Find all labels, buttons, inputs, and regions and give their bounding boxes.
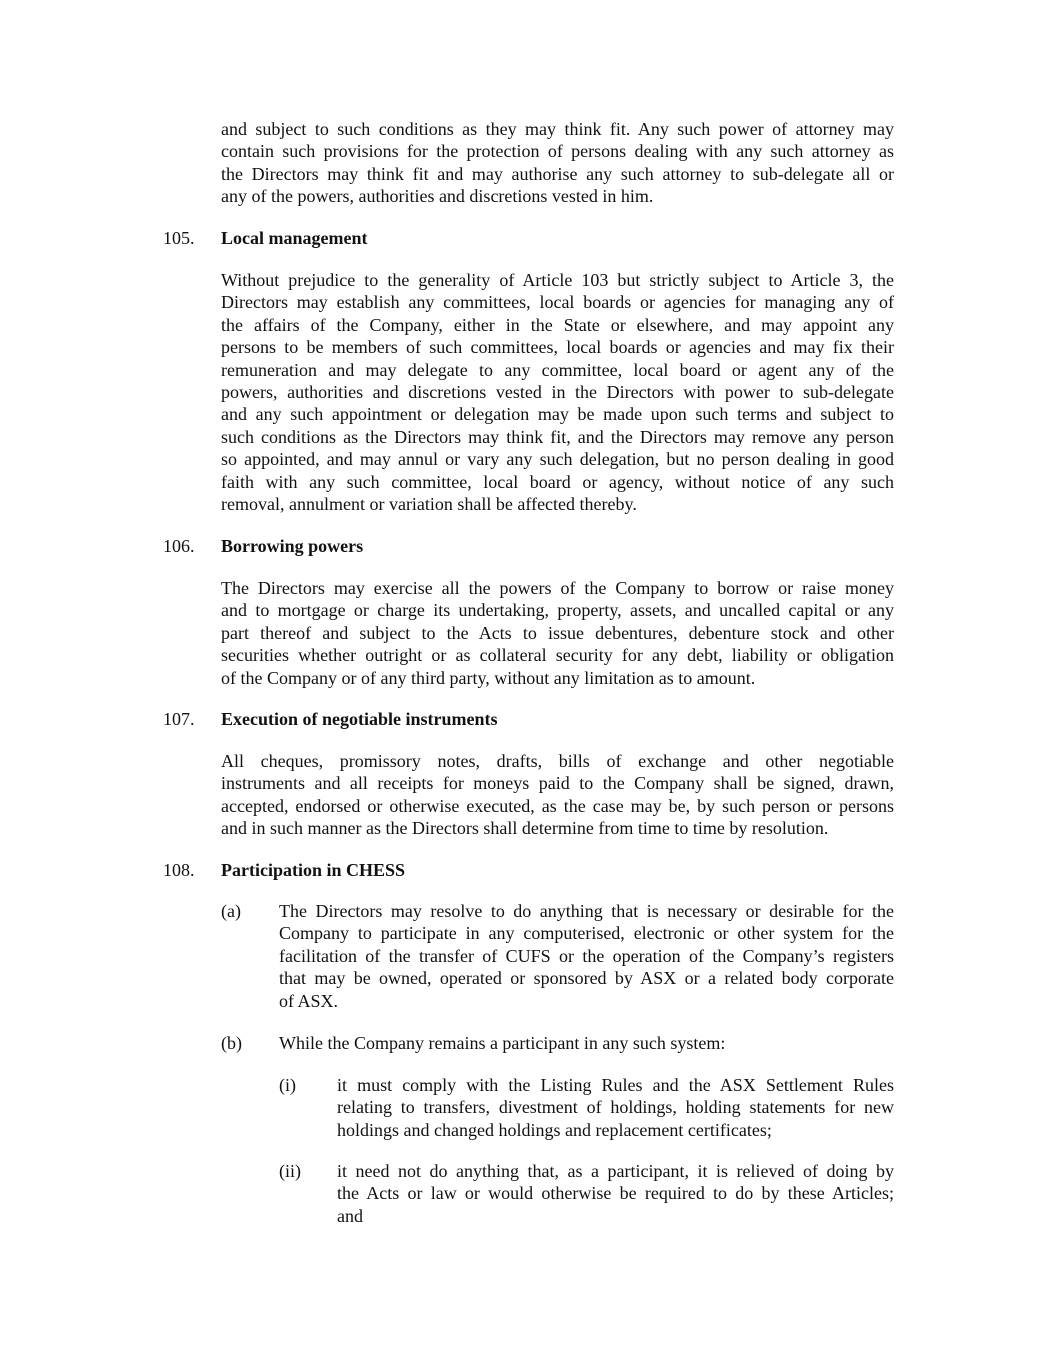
text-line: The Directors may exercise all the powers of the Company to borrow or raise money <box>221 578 894 598</box>
subitem-ii-body <box>337 1160 894 1227</box>
article-number: 105. <box>163 228 195 248</box>
text-line: the Directors may think fit and may authorise any such attorney to sub-delegate all or <box>221 163 894 184</box>
subitem-label: (ii) <box>279 1161 301 1181</box>
article-105-body <box>221 269 894 515</box>
item-a-body <box>279 900 894 1012</box>
article-number: 106. <box>163 536 195 556</box>
item-b-body <box>279 1032 894 1054</box>
article-106-body <box>221 577 894 689</box>
subitem-i-body <box>337 1074 894 1141</box>
text-line: that may be owned, operated or sponsored by ASX or a related body corporate <box>279 968 894 989</box>
text-line: so appointed, and may annul or vary any such delegation, but no person dealing in good <box>221 449 894 470</box>
text-line: and to mortgage or charge its undertaking, property, assets, and uncalled capital or any <box>221 600 894 621</box>
text-line: relating to transfers, divestment of holdings, holding statements for new <box>337 1097 894 1118</box>
text-line: instruments and all receipts for moneys paid to the Company shall be signed, drawn, <box>221 773 894 794</box>
text-line: contain such provisions for the protection of persons dealing with any such attorney as <box>221 141 894 162</box>
text-line: and any such appointment or delegation may be made upon such terms and subject to <box>221 404 894 425</box>
text-line: and <box>337 1205 363 1226</box>
text-line: the Acts or law or would otherwise be required to do by these Articles; <box>337 1183 894 1204</box>
text-line: persons to be members of such committees, local boards or agencies and may fix their <box>221 337 894 358</box>
text-line: it need not do anything that, as a participant, it is relieved of doing by <box>337 1161 894 1181</box>
article-heading: Participation in CHESS <box>221 860 406 880</box>
article-number: 108. <box>163 860 195 880</box>
text-line: The Directors may resolve to do anything that is necessary or desirable for the <box>279 901 894 921</box>
text-line: All cheques, promissory notes, drafts, bills of exchange and other negotiable <box>221 751 894 771</box>
text-line: such conditions as the Directors may think fit, and the Directors may remove any person <box>221 426 894 447</box>
continuation-paragraph <box>221 118 894 208</box>
text-line: any of the powers, authorities and discretions vested in him. <box>221 186 654 207</box>
text-line: Company to participate in any computerised, electronic or other system for the <box>279 923 894 944</box>
text-line: remuneration and may delegate to any committee, local board or agent any of the <box>221 359 894 380</box>
text-line: holdings and changed holdings and replacement certificates; <box>337 1119 772 1140</box>
text-line: securities whether outright or as collateral security for any debt, liability or obligation <box>221 645 894 666</box>
text-line: the affairs of the Company, either in the State or elsewhere, and may appoint any <box>221 314 894 335</box>
text-line: facilitation of the transfer of CUFS or the operation of the Company’s registers <box>279 945 894 966</box>
subitem-label: (i) <box>279 1075 296 1095</box>
text-line: powers, authorities and discretions vested in the Directors with power to sub-delegate <box>221 381 894 402</box>
text-line: While the Company remains a participant in any such system: <box>279 1033 726 1053</box>
text-line: accepted, endorsed or otherwise executed, as the case may be, by such person or persons <box>221 795 894 816</box>
text-line: faith with any such committee, local board or agency, without notice of any such <box>221 471 894 492</box>
text-line: Without prejudice to the generality of Article 103 but strictly subject to Article 3, the <box>221 270 894 290</box>
article-heading: Borrowing powers <box>221 536 364 556</box>
article-number: 107. <box>163 709 195 729</box>
article-heading: Local management <box>221 228 368 248</box>
text-line: and subject to such conditions as they may think fit. Any such power of attorney may <box>221 119 894 139</box>
text-line: of the Company or of any third party, without any limitation as to amount. <box>221 667 756 688</box>
text-line: of ASX. <box>279 990 339 1011</box>
text-line: part thereof and subject to the Acts to issue debentures, debenture stock and other <box>221 622 894 643</box>
text-line: removal, annulment or variation shall be affected thereby. <box>221 493 637 514</box>
article-107-body <box>221 750 894 840</box>
text-line: Directors may establish any committees, local boards or agencies for managing any of <box>221 292 894 313</box>
article-heading: Execution of negotiable instruments <box>221 709 498 729</box>
item-label: (a) <box>221 901 241 921</box>
text-line: and in such manner as the Directors shall determine from time to time by resolution. <box>221 818 829 839</box>
item-label: (b) <box>221 1033 242 1053</box>
text-line: it must comply with the Listing Rules and the ASX Settlement Rules <box>337 1075 894 1095</box>
